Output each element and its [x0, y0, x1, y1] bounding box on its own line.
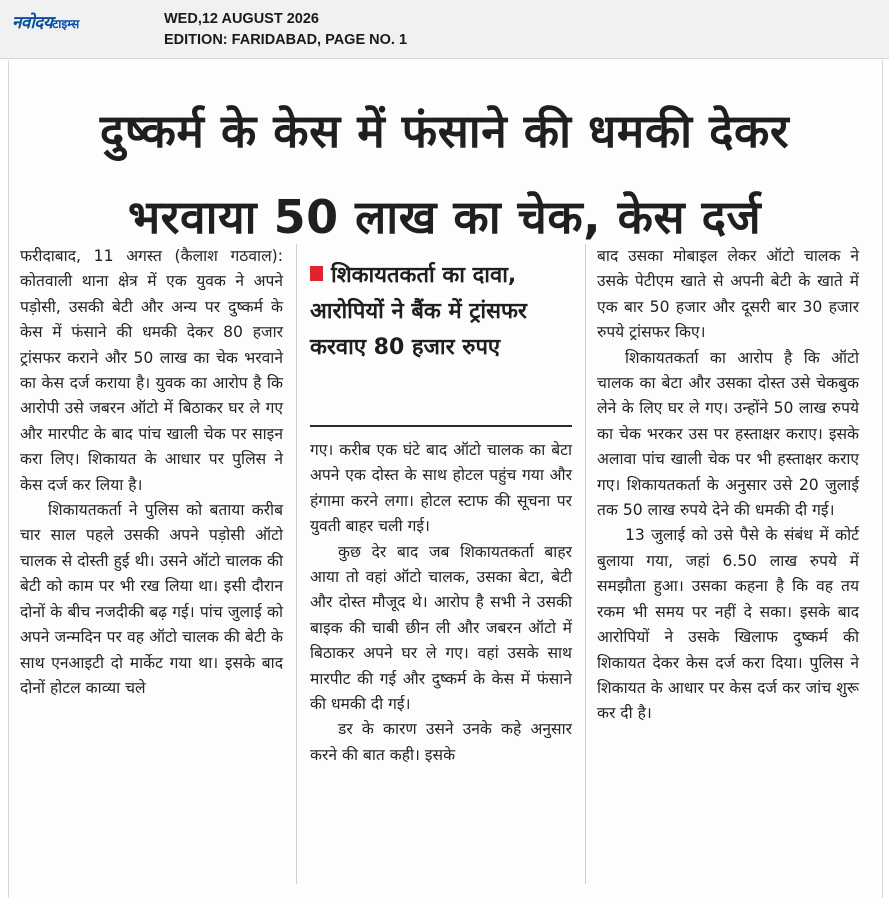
edition-line: EDITION: FARIDABAD, PAGE NO. 1 — [164, 32, 408, 48]
column-3-paragraph-2: शिकायतकर्ता का आरोप है कि ऑटो चालक का बेटा और उसका दोस्त उसे चेकबुक लेने के लिए घर ले गए। उन्होंने 50 लाख रुपये का चेक भरकर उस पर हस्ताक्षर कराए। इसके अलावा पांच खाली चेक पर भी हस्ताक्षर कराए गए। शिकायतकर्ता के अनुसार उसे 20 जुलाई तक 50 लाख रुपये देने की धमकी दी गई। — [597, 348, 859, 520]
date-line: WED,12 AUGUST 2026 — [164, 11, 319, 27]
article-headline — [8, 88, 881, 260]
article-subheading — [310, 258, 572, 366]
column-1-paragraph-2: शिकायतकर्ता ने पुलिस को बताया करीब चार साल पहले उसकी अपने पड़ोसी ऑटो चालक से दोस्ती हुई थी। उसने ऑटो चालक की बेटी को काम पर भी रख लिया था। इसी दौरान दोनों के बीच नजदीकी बढ़ गई। पांच जुलाई को अपने जन्मदिन पर वह ऑटो चालक की बेटी के साथ एनआइटी दो मार्केट गया था। इसके बाद दोनों होटल काव्या चले — [20, 501, 283, 697]
column-2-paragraph-2: कुछ देर बाद जब शिकायतकर्ता बाहर आया तो वहां ऑटो चालक, उसका बेटा, बेटी और दोस्त मौजूद थे। आरोप है सभी ने उसकी बाइक की चाबी छीन ली और जबरन ऑटो में बिठाकर अपने घर ले गए। वहां उसके साथ मारपीट की गई और दुष्कर्म के केस में फंसाने की धमकी दी गई। — [310, 542, 572, 714]
headline-line-2: भरवाया 50 लाख का चेक, केस दर्ज — [127, 190, 762, 244]
column-3-paragraph-1: बाद उसका मोबाइल लेकर ऑटो चालक ने उसके पेटीएम खाते से अपनी बेटी के खाते में एक बार 50 हजार और दूसरी बार 30 हजार रुपये ट्रांसफर किए। — [597, 247, 859, 342]
column-2-paragraph-3: डर के कारण उसने उनके कहे अनुसार करने की बात कही। इसके — [310, 720, 572, 764]
article-column-2 — [310, 438, 572, 768]
column-3-paragraph-3: 13 जुलाई को उसे पैसे के संबंध में कोर्ट बुलाया गया, जहां 6.50 लाख रुपये में समझौता हुआ। उसका कहना है कि वह तय रकम भी समय पर नहीं दे सका। इसके बाद आरोपियों ने उसके खिलाफ दुष्कर्म की शिकायत देकर केस दर्ज करा दिया। पुलिस ने शिकायत के आधार पर केस दर्ज कर जांच शुरू कर दी है। — [597, 526, 859, 723]
article-column-1 — [20, 244, 283, 701]
logo-main-text: नवोदय — [12, 13, 53, 33]
masthead-bar — [0, 0, 889, 59]
column-divider — [585, 244, 586, 884]
column-divider — [296, 244, 297, 884]
red-square-bullet — [310, 266, 323, 281]
article-column-3 — [597, 244, 859, 727]
column-1-paragraph-1: फरीदाबाद, 11 अगस्त (कैलाश गठवाल): कोतवाली थाना क्षेत्र में एक युवक ने अपने पड़ोसी, उसकी बेटी और अन्य पर दुष्कर्म के केस में फंसाने की धमकी देकर 80 हजार ट्रांसफर कराने और 50 लाख का चेक भरवाने का केस दर्ज कराया है। युवक का आरोप है कि आरोपी उसे जबरन ऑटो में बिठाकर घर ले गए और मारपीट के बाद पांच खाली चेक पर साइन करा लिए। शिकायत के आधार पर पुलिस ने केस दर्ज कर लिया है। — [20, 247, 283, 494]
headline-line-1: दुष्कर्म के केस में फंसाने की धमकी देकर — [99, 104, 790, 158]
column-2-paragraph-1: गए। करीब एक घंटे बाद ऑटो चालक का बेटा अपने एक दोस्त के साथ होटल पहुंच गया और हंगामा करने लगा। होटल स्टाफ की सूचना पर युवती बाहर चली गई। — [310, 441, 572, 536]
logo-sub-text: टाइम्स — [52, 17, 80, 31]
edition-info — [164, 9, 407, 51]
subheading-text: शिकायतकर्ता का दावा, आरोपियों ने बैंक में ट्रांसफर करवाए 80 हजार रुपए — [310, 263, 527, 360]
subheading-underline — [310, 425, 572, 427]
newspaper-logo[interactable] — [12, 10, 79, 34]
